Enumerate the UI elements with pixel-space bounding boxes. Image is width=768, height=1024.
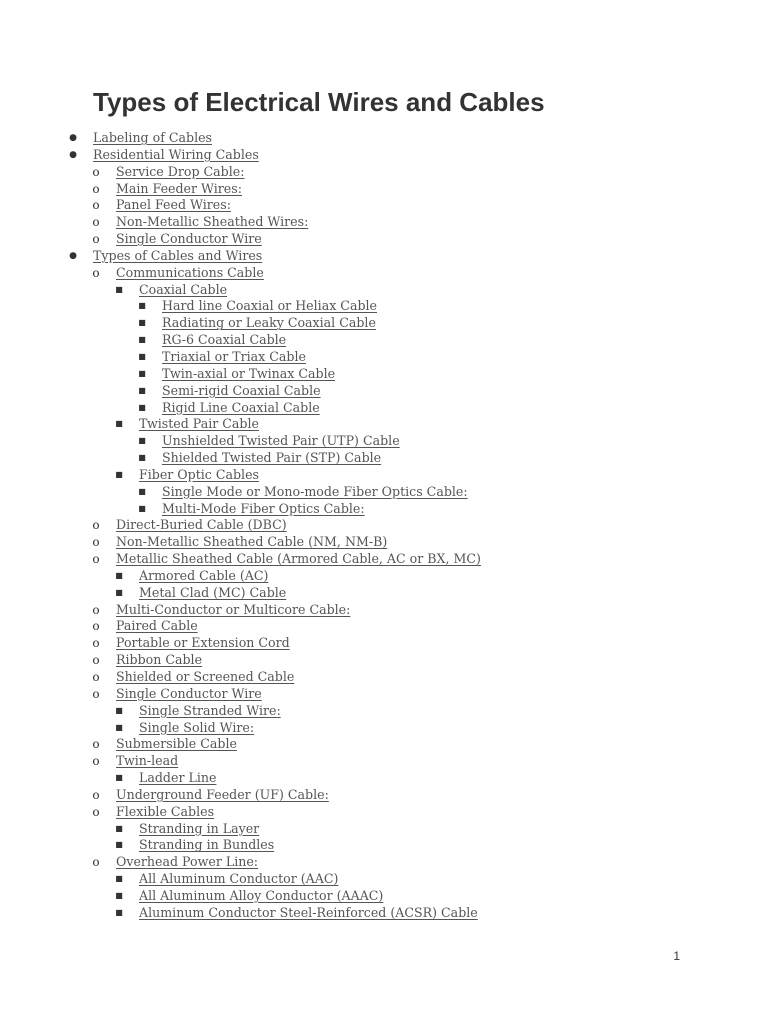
bullet-icon: ■ bbox=[115, 419, 123, 429]
toc-link[interactable]: Multi-Mode Fiber Optics Cable: bbox=[162, 500, 365, 516]
bullet-icon: o bbox=[92, 215, 100, 230]
toc-link[interactable]: Residential Wiring Cables bbox=[93, 146, 259, 162]
toc-link[interactable]: All Aluminum Alloy Conductor (AAAC) bbox=[139, 887, 384, 903]
toc-item bbox=[0, 450, 768, 467]
toc-link[interactable]: Radiating or Leaky Coaxial Cable bbox=[162, 315, 376, 331]
toc-link[interactable]: Flexible Cables bbox=[116, 803, 215, 819]
toc-link[interactable]: Single Conductor Wire bbox=[116, 231, 262, 247]
toc-item bbox=[0, 265, 768, 282]
toc-item bbox=[0, 517, 768, 534]
toc-link[interactable]: Twin-axial or Twinax Cable bbox=[162, 365, 336, 381]
bullet-icon: o bbox=[92, 265, 100, 280]
toc-item bbox=[0, 652, 768, 669]
bullet-icon: ■ bbox=[115, 469, 123, 479]
toc-link[interactable]: RG-6 Coaxial Cable bbox=[162, 332, 287, 348]
bullet-icon: o bbox=[92, 653, 100, 668]
toc-link[interactable]: Coaxial Cable bbox=[139, 281, 228, 297]
toc-item bbox=[0, 130, 768, 147]
bullet-icon: ■ bbox=[115, 890, 123, 900]
toc-item bbox=[0, 197, 768, 214]
bullet-icon: ■ bbox=[115, 840, 123, 850]
toc-item bbox=[0, 568, 768, 585]
toc-item bbox=[0, 770, 768, 787]
bullet-icon: o bbox=[92, 232, 100, 247]
toc-item bbox=[0, 905, 768, 922]
bullet-icon: ■ bbox=[138, 385, 146, 395]
toc-item bbox=[0, 315, 768, 332]
toc-item bbox=[0, 585, 768, 602]
toc-link[interactable]: Ladder Line bbox=[139, 770, 217, 786]
toc-link[interactable]: Portable or Extension Cord bbox=[116, 635, 290, 651]
toc-link[interactable]: Non-Metallic Sheathed Wires: bbox=[116, 214, 309, 230]
bullet-icon: ● bbox=[69, 250, 77, 261]
toc-item bbox=[0, 231, 768, 248]
bullet-icon: o bbox=[92, 636, 100, 651]
bullet-icon: o bbox=[92, 198, 100, 213]
toc-link[interactable]: Non-Metallic Sheathed Cable (NM, NM-B) bbox=[116, 534, 388, 550]
toc-link[interactable]: Panel Feed Wires: bbox=[116, 197, 231, 213]
bullet-icon: ■ bbox=[115, 907, 123, 917]
toc-link[interactable]: Communications Cable bbox=[116, 264, 264, 280]
bullet-icon: o bbox=[92, 181, 100, 196]
toc-item bbox=[0, 787, 768, 804]
bullet-icon: ■ bbox=[138, 301, 146, 311]
toc-item bbox=[0, 282, 768, 299]
bullet-icon: ■ bbox=[115, 284, 123, 294]
bullet-icon: ■ bbox=[138, 368, 146, 378]
toc-link[interactable]: Semi-rigid Coaxial Cable bbox=[162, 382, 321, 398]
toc-link[interactable]: Stranding in Bundles bbox=[139, 837, 275, 853]
table-of-contents bbox=[0, 130, 768, 922]
bullet-icon: o bbox=[92, 602, 100, 617]
bullet-icon: ■ bbox=[115, 705, 123, 715]
toc-link[interactable]: Aluminum Conductor Steel-Reinforced (ACSR) Cable bbox=[139, 904, 478, 920]
toc-item bbox=[0, 147, 768, 164]
toc-item bbox=[0, 366, 768, 383]
toc-link[interactable]: Service Drop Cable: bbox=[116, 163, 245, 179]
toc-item bbox=[0, 164, 768, 181]
toc-link[interactable]: Rigid Line Coaxial Cable bbox=[162, 399, 320, 415]
toc-item bbox=[0, 854, 768, 871]
toc-item bbox=[0, 703, 768, 720]
document-title: Types of Electrical Wires and Cables bbox=[93, 87, 545, 117]
bullet-icon: ● bbox=[69, 133, 77, 143]
bullet-icon: ■ bbox=[138, 486, 146, 496]
toc-item bbox=[0, 181, 768, 198]
toc-item bbox=[0, 669, 768, 686]
toc-item bbox=[0, 602, 768, 619]
toc-link[interactable]: Multi-Conductor or Multicore Cable: bbox=[116, 601, 351, 617]
toc-item bbox=[0, 753, 768, 770]
bullet-icon: ■ bbox=[138, 351, 146, 361]
bullet-icon: ■ bbox=[138, 436, 146, 446]
toc-link[interactable]: Ribbon Cable bbox=[116, 652, 203, 668]
toc-item bbox=[0, 635, 768, 652]
toc-item bbox=[0, 534, 768, 551]
toc-item bbox=[0, 484, 768, 501]
toc-link[interactable]: Single Solid Wire: bbox=[139, 719, 255, 735]
bullet-icon: ■ bbox=[138, 318, 146, 328]
toc-item bbox=[0, 332, 768, 349]
bullet-icon: ■ bbox=[138, 453, 146, 463]
bullet-icon: ■ bbox=[115, 570, 123, 580]
toc-item bbox=[0, 501, 768, 518]
bullet-icon: o bbox=[92, 670, 100, 684]
bullet-icon: ■ bbox=[138, 402, 146, 412]
toc-link[interactable]: Triaxial or Triax Cable bbox=[162, 348, 306, 364]
bullet-icon: o bbox=[92, 737, 100, 752]
toc-link[interactable]: Stranding in Layer bbox=[139, 820, 260, 836]
toc-link[interactable]: All Aluminum Conductor (AAC) bbox=[139, 871, 339, 887]
toc-item bbox=[0, 551, 768, 568]
toc-link[interactable]: Hard line Coaxial or Heliax Cable bbox=[162, 298, 377, 314]
bullet-icon: o bbox=[92, 754, 100, 769]
toc-link[interactable]: Single Mode or Mono-mode Fiber Optics Cable: bbox=[162, 483, 468, 499]
bullet-icon: ■ bbox=[138, 335, 146, 345]
toc-item bbox=[0, 871, 768, 888]
toc-item bbox=[0, 248, 768, 265]
toc-item bbox=[0, 349, 768, 366]
toc-link[interactable]: Shielded or Screened Cable bbox=[116, 669, 295, 684]
bullet-icon: o bbox=[92, 686, 100, 701]
toc-link[interactable]: Armored Cable (AC) bbox=[139, 567, 269, 583]
toc-link[interactable]: Types of Cables and Wires bbox=[93, 247, 263, 263]
toc-link[interactable]: Overhead Power Line: bbox=[116, 854, 259, 870]
toc-link[interactable]: Paired Cable bbox=[116, 618, 198, 634]
toc-item bbox=[0, 821, 768, 838]
toc-link[interactable]: Metallic Sheathed Cable (Armored Cable, AC or BX, MC) bbox=[116, 551, 481, 567]
toc-link[interactable]: Labeling of Cables bbox=[93, 130, 213, 145]
toc-link[interactable]: Twin-lead bbox=[116, 753, 179, 769]
toc-link[interactable]: Unshielded Twisted Pair (UTP) Cable bbox=[162, 433, 400, 449]
toc-item bbox=[0, 416, 768, 433]
toc-item bbox=[0, 618, 768, 635]
toc-item bbox=[0, 736, 768, 753]
toc-item bbox=[0, 837, 768, 854]
bullet-icon: ■ bbox=[115, 587, 123, 597]
bullet-icon: o bbox=[92, 787, 100, 802]
bullet-icon: ■ bbox=[115, 773, 123, 783]
bullet-icon: o bbox=[92, 804, 100, 819]
toc-item bbox=[0, 433, 768, 450]
toc-item bbox=[0, 804, 768, 821]
bullet-icon: o bbox=[92, 552, 100, 567]
toc-item bbox=[0, 686, 768, 703]
bullet-icon: o bbox=[92, 164, 100, 179]
toc-item bbox=[0, 383, 768, 400]
bullet-icon: o bbox=[92, 535, 100, 550]
toc-item bbox=[0, 467, 768, 484]
bullet-icon: ■ bbox=[115, 722, 123, 732]
toc-link[interactable]: Shielded Twisted Pair (STP) Cable bbox=[162, 450, 382, 466]
toc-item bbox=[0, 214, 768, 231]
toc-item bbox=[0, 888, 768, 905]
toc-link[interactable]: Main Feeder Wires: bbox=[116, 180, 242, 196]
toc-link[interactable]: Submersible Cable bbox=[116, 736, 237, 752]
bullet-icon: ■ bbox=[138, 503, 146, 513]
bullet-icon: ■ bbox=[115, 823, 123, 833]
bullet-icon: ■ bbox=[115, 874, 123, 884]
toc-item bbox=[0, 298, 768, 315]
toc-item bbox=[0, 400, 768, 417]
toc-link[interactable]: Direct-Buried Cable (DBC) bbox=[116, 517, 287, 533]
toc-link[interactable]: Twisted Pair Cable bbox=[139, 416, 259, 432]
bullet-icon: o bbox=[92, 619, 100, 634]
toc-link[interactable]: Fiber Optic Cables bbox=[139, 466, 259, 482]
toc-link[interactable]: Underground Feeder (UF) Cable: bbox=[116, 786, 329, 802]
toc-item bbox=[0, 720, 768, 737]
toc-link[interactable]: Metal Clad (MC) Cable bbox=[139, 584, 287, 600]
toc-link[interactable]: Single Conductor Wire bbox=[116, 685, 262, 701]
bullet-icon: o bbox=[92, 518, 100, 533]
toc-link[interactable]: Single Stranded Wire: bbox=[139, 702, 281, 718]
page-number: 1 bbox=[673, 949, 680, 963]
bullet-icon: o bbox=[92, 855, 100, 870]
bullet-icon: ● bbox=[69, 149, 77, 160]
